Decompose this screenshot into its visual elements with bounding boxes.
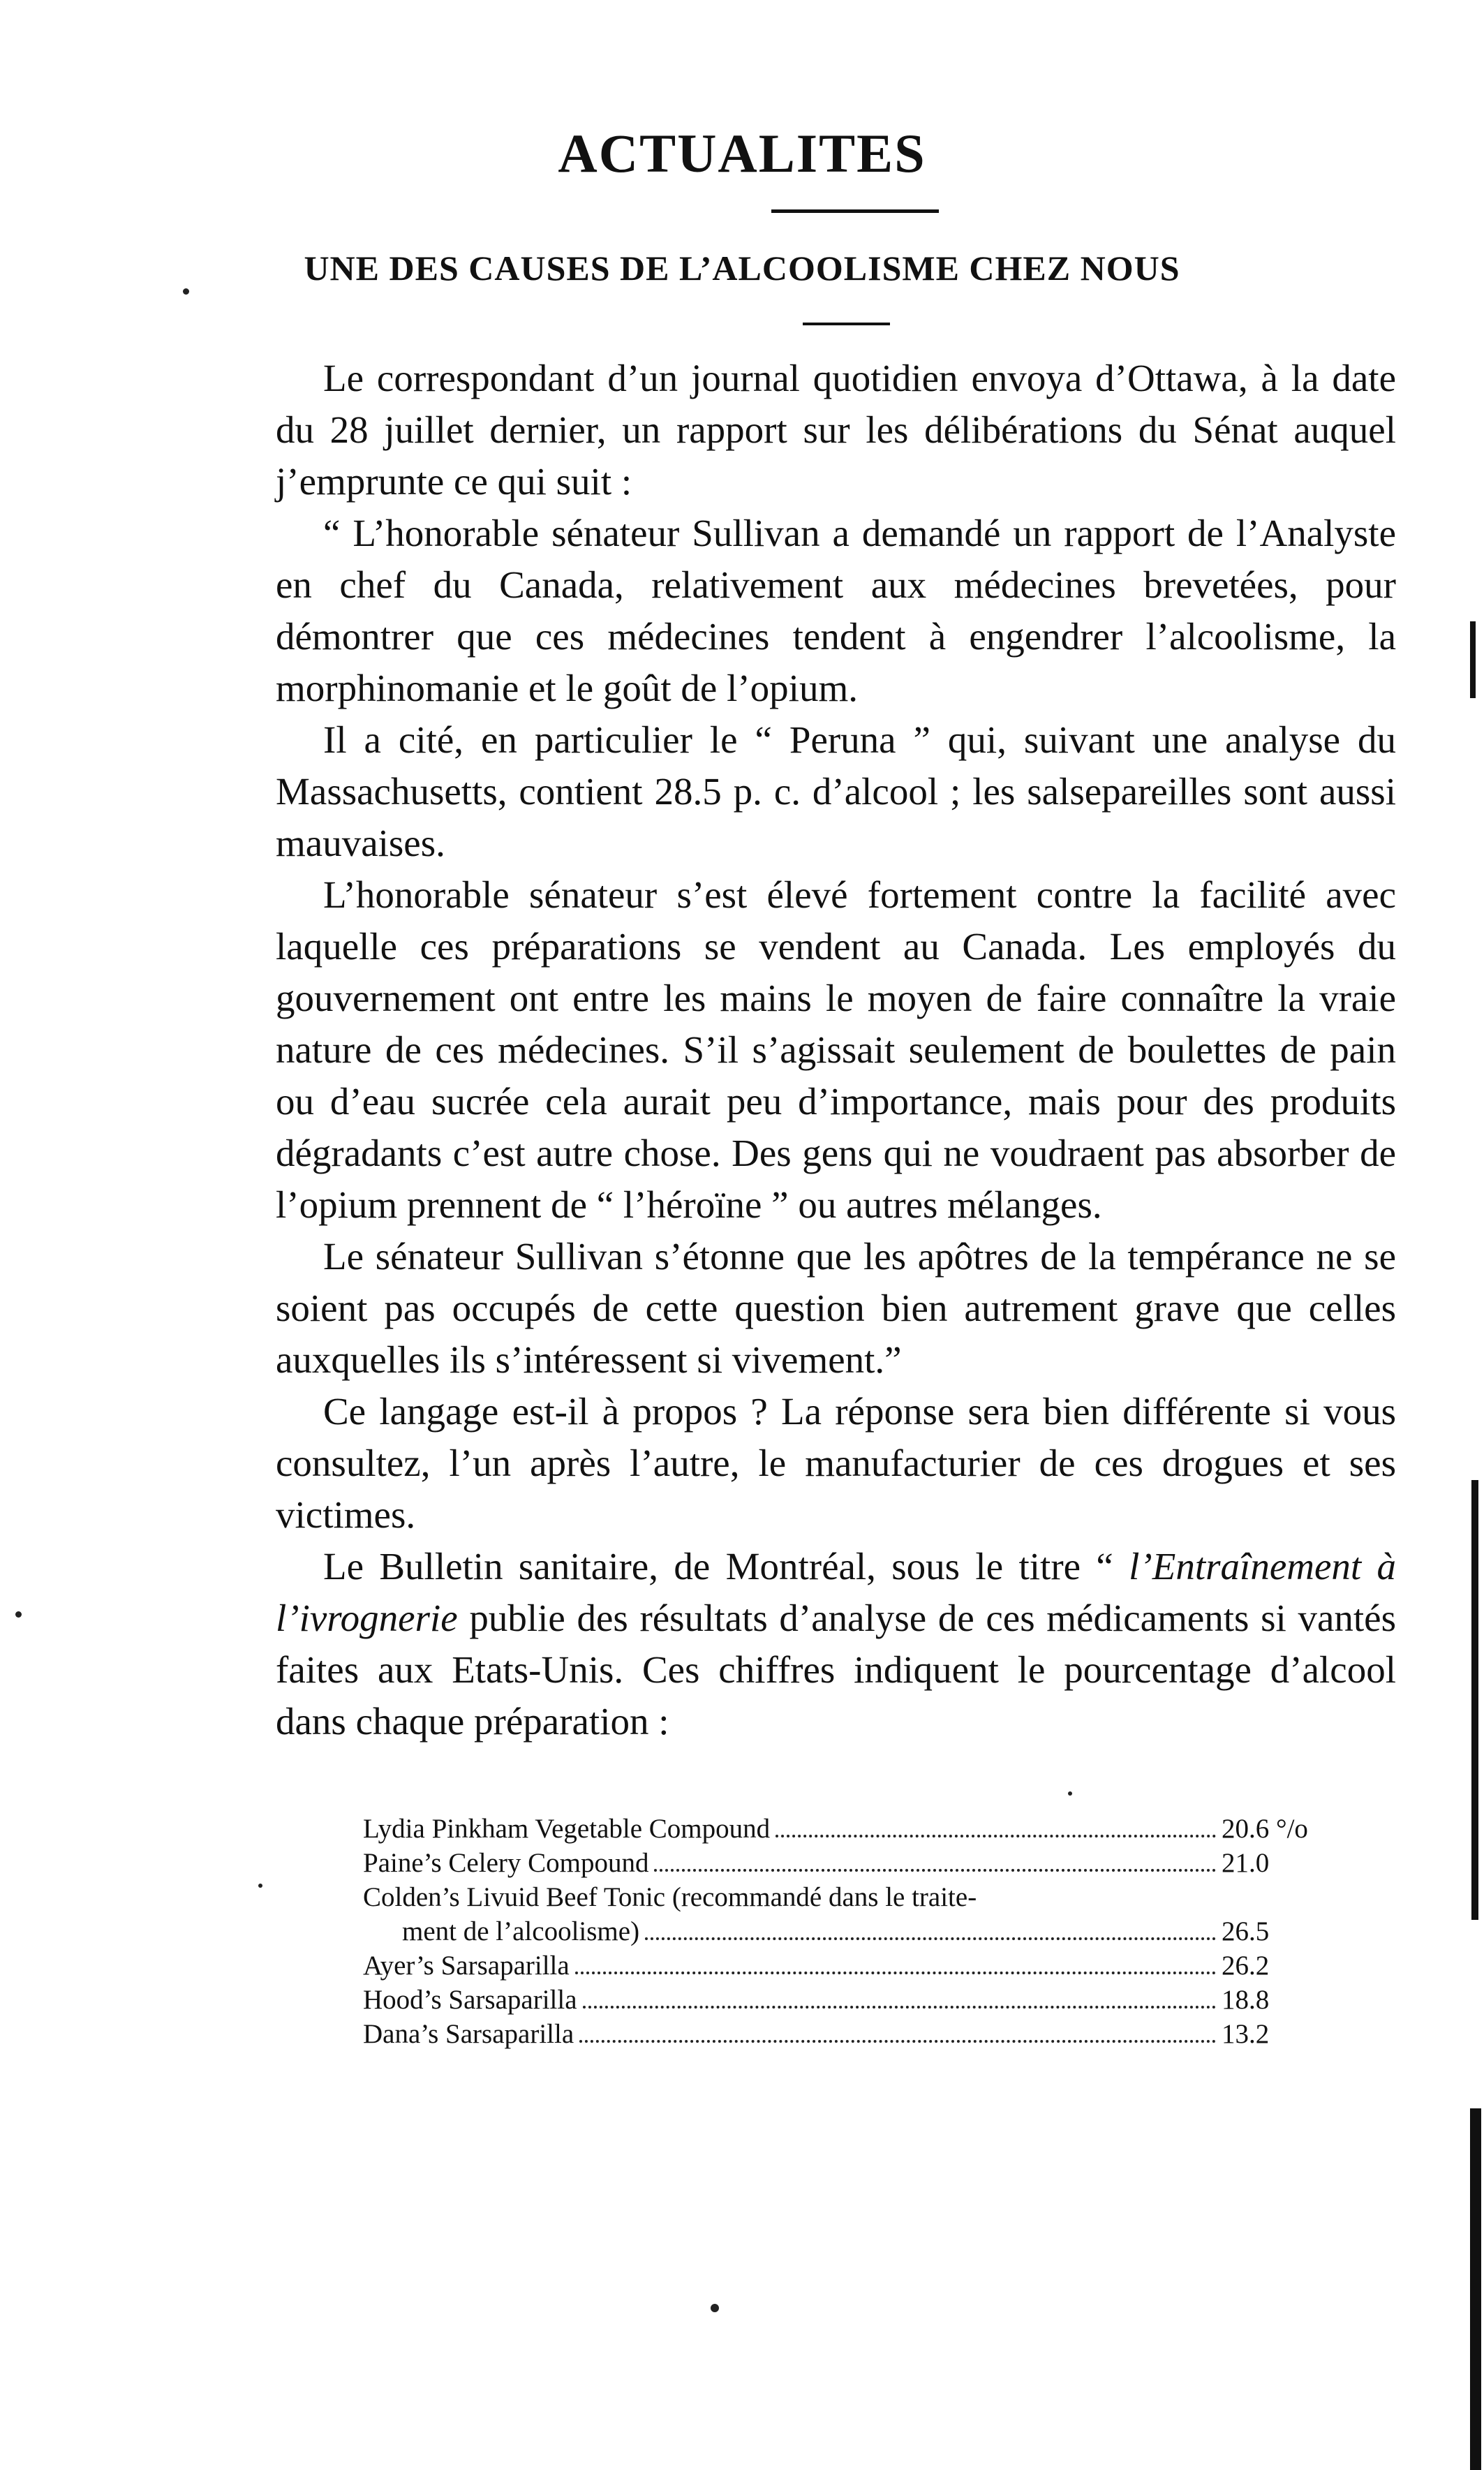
section-subtitle: UNE DES CAUSES DE L’ALCOOLISME CHEZ NOUS — [304, 249, 1180, 288]
alcohol-value: 21.0 — [1222, 1848, 1270, 1878]
paragraph-3: Il a cité, en particulier le “ Peruna ” qui, suivant une analyse du Massachusetts, contient 28.5 p. c. d’alcool ; les salsepareilles sont aussi mauvaises. — [276, 718, 1396, 864]
alcohol-value: 18.8 — [1222, 1985, 1270, 2015]
scan-speck — [258, 1884, 262, 1888]
leader-dots — [575, 1972, 1216, 1974]
scan-speck — [183, 288, 189, 295]
scan-edge-mark — [1471, 1480, 1478, 1920]
leader-dots — [776, 1835, 1216, 1837]
product-name: ment de l’alcoolisme) — [402, 1916, 640, 1946]
scan-speck — [711, 2304, 719, 2312]
leader-dots — [579, 2040, 1216, 2043]
alcohol-value: 26.2 — [1222, 1951, 1270, 1981]
table-row — [363, 1880, 1298, 1914]
scan-speck — [15, 1611, 22, 1618]
leader-dots — [645, 1937, 1216, 1940]
table-row — [363, 1846, 1298, 1880]
table-row — [363, 1812, 1308, 1846]
paragraph-7 — [276, 1541, 1396, 1747]
table-row-continuation — [363, 1914, 1298, 1948]
paragraph-7-italic-title: l’Entraînement à l’ivrognerie — [276, 1545, 1396, 1639]
alcohol-value: 26.5 — [1222, 1916, 1270, 1946]
leader-dots — [654, 1869, 1216, 1872]
article-body — [276, 353, 1396, 1747]
table-row — [363, 1983, 1298, 2017]
paragraph-5: Le sénateur Sullivan s’étonne que les apôtres de la tempérance ne se soient pas occupés de cette question bien autrement grave que celles auxquelles ils s’intéressent si vivement.” — [276, 1235, 1396, 1381]
product-name: Paine’s Celery Compound — [363, 1848, 649, 1878]
paragraph-1: Le correspondant d’un journal quotidien envoya d’Ottawa, à la date du 28 juillet dernier, un rapport sur les délibérations du Sénat auquel j’emprunte ce qui suit : — [276, 357, 1396, 503]
scan-edge-mark — [1470, 2108, 1481, 2470]
product-name: Lydia Pinkham Vegetable Compound — [363, 1814, 771, 1844]
alcohol-value: 20.6 °/o — [1222, 1814, 1308, 1844]
alcohol-value: 13.2 — [1222, 2019, 1270, 2049]
paragraph-2: “ L’honorable sénateur Sullivan a demandé un rapport de l’Analyste en chef du Canada, relativement aux médecines brevetées, pour démontrer que ces médecines tendent à engendrer l’alcoolisme, la morphinomanie et le goût de l’opium. — [276, 512, 1396, 709]
scan-edge-mark — [1470, 621, 1476, 698]
leader-dots — [583, 2006, 1216, 2009]
product-name: Dana’s Sarsaparilla — [363, 2019, 574, 2049]
product-name: Ayer’s Sarsaparilla — [363, 1951, 570, 1981]
title-rule — [771, 209, 939, 213]
table-row — [363, 1948, 1298, 1983]
page-title: ACTUALITES — [558, 123, 926, 184]
paragraph-7-end: publie des résultats d’analyse de ces médicaments si vantés faites aux Etats-Unis. Ces chiffres indiquent le pourcentage d’alcool dans chaque préparation : — [276, 1597, 1396, 1743]
product-name: Colden’s Livuid Beef Tonic (recommandé dans le traite- — [363, 1882, 977, 1912]
subtitle-rule — [803, 323, 890, 325]
product-name: Hood’s Sarsaparilla — [363, 1985, 577, 2015]
table-row — [363, 2017, 1298, 2051]
paragraph-4: L’honorable sénateur s’est élevé fortement contre la facilité avec laquelle ces préparations se vendent au Canada. Les employés du gouvernement ont entre les mains le moyen de faire connaître la vraie nature de ces médecines. S’il s’agissait seulement de boulettes de pain ou d’eau sucrée cela aurait peu d’importance, mais pour des produits dégradants c’est autre chose. Des gens qui ne voudraent pas absorber de l’opium prennent de “ l’héroïne ” ou autres mélanges. — [276, 873, 1396, 1226]
paragraph-6: Ce langage est-il à propos ? La réponse sera bien différente si vous consultez, l’un après l’autre, le manufacturier de ces drogues et ses victimes. — [276, 1390, 1396, 1536]
alcohol-content-table — [363, 1812, 1308, 2051]
scan-speck — [1068, 1791, 1072, 1796]
paragraph-7-start: Le Bulletin sanitaire, de Montréal, sous le titre “ — [323, 1545, 1129, 1588]
